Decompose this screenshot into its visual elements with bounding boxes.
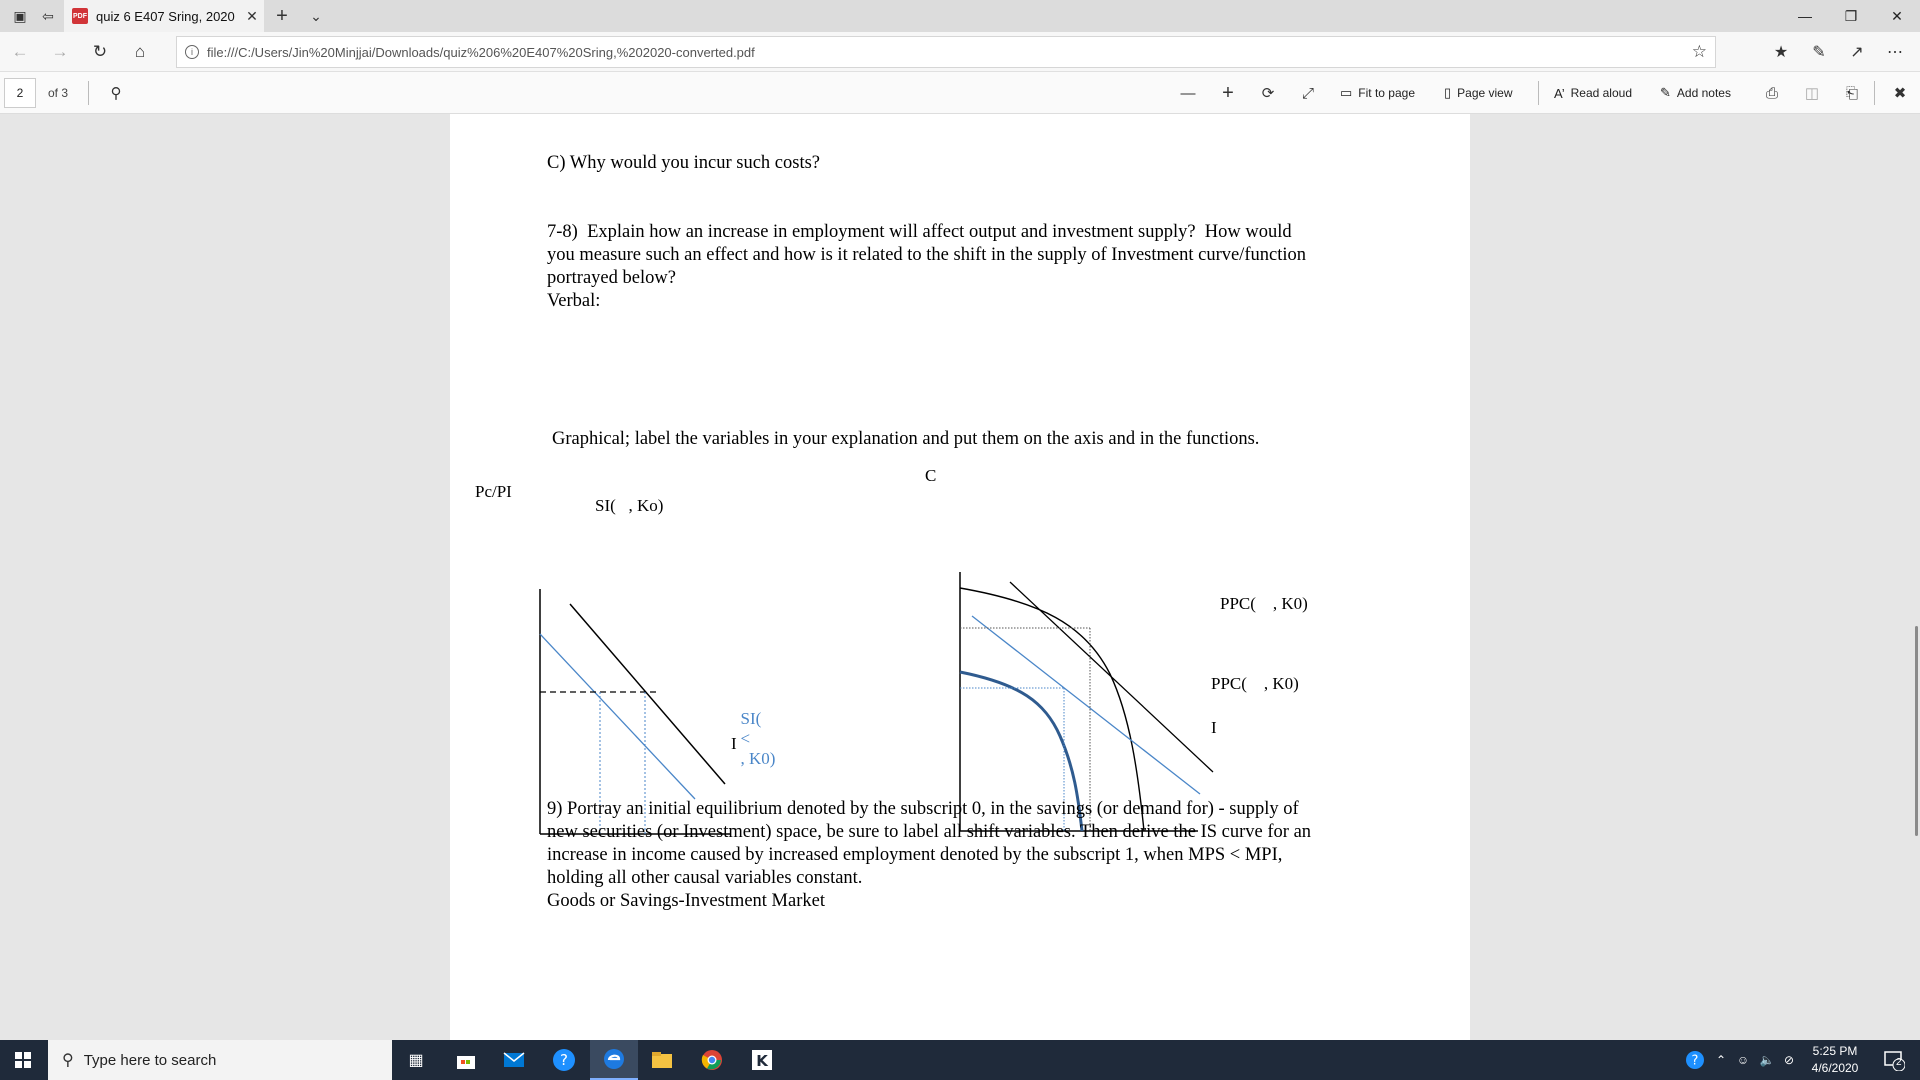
pen-icon: ✎ [1660,85,1671,100]
title-bar [0,0,1920,32]
verbal-label: Verbal: [547,291,601,311]
ppc-graph [950,454,1250,834]
fit-to-page-icon: ▭ [1340,85,1353,100]
ppc-lower-label: PPC( , K0) [1211,674,1299,693]
site-info-icon[interactable]: i [185,45,199,59]
home-icon[interactable]: ⌂ [134,42,146,61]
fit-to-page-button[interactable] [1340,80,1415,106]
question-9-line-2: new securities (or Investment) space, be sure to label all shift variables. Then derive the IS curve for an [547,822,1312,842]
page-view-button[interactable] [1444,80,1513,106]
favorites-list-icon[interactable]: ★ [1773,44,1789,61]
address-bar [0,32,1920,72]
minimize-icon[interactable]: — [1798,8,1812,24]
close-tab-icon[interactable]: ✕ [246,7,258,24]
scrollbar-thumb[interactable] [1915,626,1918,836]
show-hidden-icons-chevron-icon[interactable]: ⌃ [1715,1053,1727,1067]
tab-preview-chevron-icon[interactable]: ⌄ [310,7,322,24]
search-placeholder: Type here to search [83,1051,217,1069]
set-aside-tabs-icon[interactable]: ⇦ [42,7,54,24]
kindle-app-icon[interactable] [738,1040,786,1080]
battery-warning-icon[interactable]: ⊘ [1783,1053,1795,1067]
question-c: C) Why would you incur such costs? [547,153,821,173]
web-notes-icon[interactable]: ✎ [1812,44,1826,61]
add-notes-button[interactable] [1660,80,1731,106]
page-view-icon: ▯ [1444,85,1452,100]
graphical-instruction: Graphical; label the variables in your explanation and put them on the axis and in the functions. [552,429,1260,449]
clock-date: 4/6/2020 [1811,1061,1859,1075]
supply-curve-lower-label [715,689,775,789]
goods-market-label: Goods or Savings-Investment Market [547,891,825,911]
read-aloud-label: Read aloud [1570,86,1632,100]
action-center-icon[interactable] [1874,1040,1914,1080]
page-view-label: Page view [1457,86,1513,100]
mail-icon[interactable] [490,1040,538,1080]
start-button[interactable] [0,1040,46,1080]
left-x-axis-label: I [731,734,737,753]
svg-text:?: ? [560,1051,568,1069]
clock-time: 5:25 PM [1812,1044,1858,1058]
tab-actions-icon[interactable]: ▣ [13,7,27,24]
supply-curve-lower-label-b: , K0) [740,749,776,768]
question-7-8-line-2: you measure such an effect and how is it related to the shift in the supply of Investment curve/function [547,245,1306,265]
question-9-line-4: holding all other causal variables constant. [547,868,863,888]
taskbar [0,1040,1920,1080]
refresh-icon[interactable]: ↻ [92,42,108,61]
restore-icon[interactable]: ❐ [1844,7,1858,24]
question-9-line-3: increase in income caused by increased employment denoted by the subscript 1, when MPS < MPI, [547,845,1283,865]
back-icon[interactable]: ← [11,42,29,61]
tab-title: quiz 6 E407 Sring, 2020 [96,8,235,24]
pdf-file-icon: PDF [72,8,88,24]
toolbar-divider [88,81,89,105]
supply-curve-lower-lt: < [740,729,751,748]
zoom-in-icon[interactable]: + [1222,81,1234,104]
zoom-out-icon[interactable]: — [1180,84,1196,102]
network-icon[interactable]: ☺ [1736,1053,1750,1067]
read-aloud-button[interactable] [1554,80,1632,106]
svg-text:K: K [756,1052,768,1070]
favorite-star-icon[interactable]: ☆ [1691,42,1707,61]
store-icon[interactable] [442,1040,490,1080]
close-window-icon[interactable]: ✕ [1891,7,1903,24]
edge-browser-icon[interactable] [590,1040,638,1080]
forward-icon[interactable]: → [51,42,69,61]
file-explorer-icon[interactable] [638,1040,686,1080]
help-icon[interactable] [540,1040,588,1080]
ppc-outer-curve [960,588,1144,831]
browser-tab[interactable] [64,0,264,32]
supply-curve-upper-label: SI( , Ko) [595,496,664,515]
svg-text:?: ? [1691,1053,1699,1069]
help-tray-icon[interactable] [1682,1040,1708,1080]
volume-icon[interactable]: 🔈 [1759,1053,1775,1067]
pdf-viewer[interactable] [0,114,1920,1040]
pdf-toolbar [0,72,1920,114]
supply-curve-lower-label-a: SI( [740,709,762,728]
new-tab-icon[interactable]: + [276,4,288,27]
question-9-line-1: 9) Portray an initial equilibrium denoted by the subscript 0, in the savings (or demand for) - supply of [547,799,1299,819]
ppc-upper-label: PPC( , K0) [1220,594,1308,613]
left-y-axis-label: Pc/PI [475,482,512,501]
url-field[interactable] [176,36,1716,68]
page-number-input[interactable]: 2 [4,78,36,108]
save-as-icon[interactable]: ⎗ [1845,84,1858,102]
rotate-icon[interactable]: ⟳ [1261,85,1275,102]
full-screen-icon[interactable]: ⤢ [1301,84,1314,102]
windows-logo-icon [15,1052,31,1068]
right-y-axis-label: C [925,466,937,485]
save-icon[interactable]: ◫ [1804,85,1820,102]
search-icon[interactable]: ⚲ [110,85,122,102]
clock[interactable] [1800,1043,1870,1077]
print-icon[interactable]: ⎙ [1765,84,1778,102]
search-icon: ⚲ [62,1052,74,1069]
toolbar-divider [1874,81,1875,105]
taskbar-search-input[interactable] [48,1040,392,1080]
task-view-icon[interactable]: ▦ [408,1052,424,1069]
pdf-page [450,114,1470,1040]
fit-to-page-label: Fit to page [1358,86,1415,100]
tangent-line-lower [972,616,1200,794]
supply-curve-upper [570,604,725,784]
url-text: file:///C:/Users/Jin%20Minjjai/Downloads/quiz%206%20E407%20Sring,%202020-converted.pdf [207,44,755,60]
read-aloud-icon: A’ [1554,85,1565,101]
notification-count: 2 [1896,1057,1902,1068]
page-count: of 3 [48,86,69,100]
right-x-axis-label: I [1211,718,1217,737]
toolbar-divider [1538,81,1539,105]
tangent-line-upper [1010,582,1213,772]
chrome-icon[interactable] [688,1040,736,1080]
question-7-8-line-1: 7-8) Explain how an increase in employment will affect output and investment supply? How would [547,222,1292,242]
pin-toolbar-icon[interactable]: ✖ [1893,85,1907,102]
settings-more-icon[interactable]: ⋯ [1887,44,1903,61]
share-icon[interactable]: ↗ [1850,44,1864,61]
question-7-8-line-3: portrayed below? [547,268,676,288]
add-notes-label: Add notes [1676,86,1731,100]
